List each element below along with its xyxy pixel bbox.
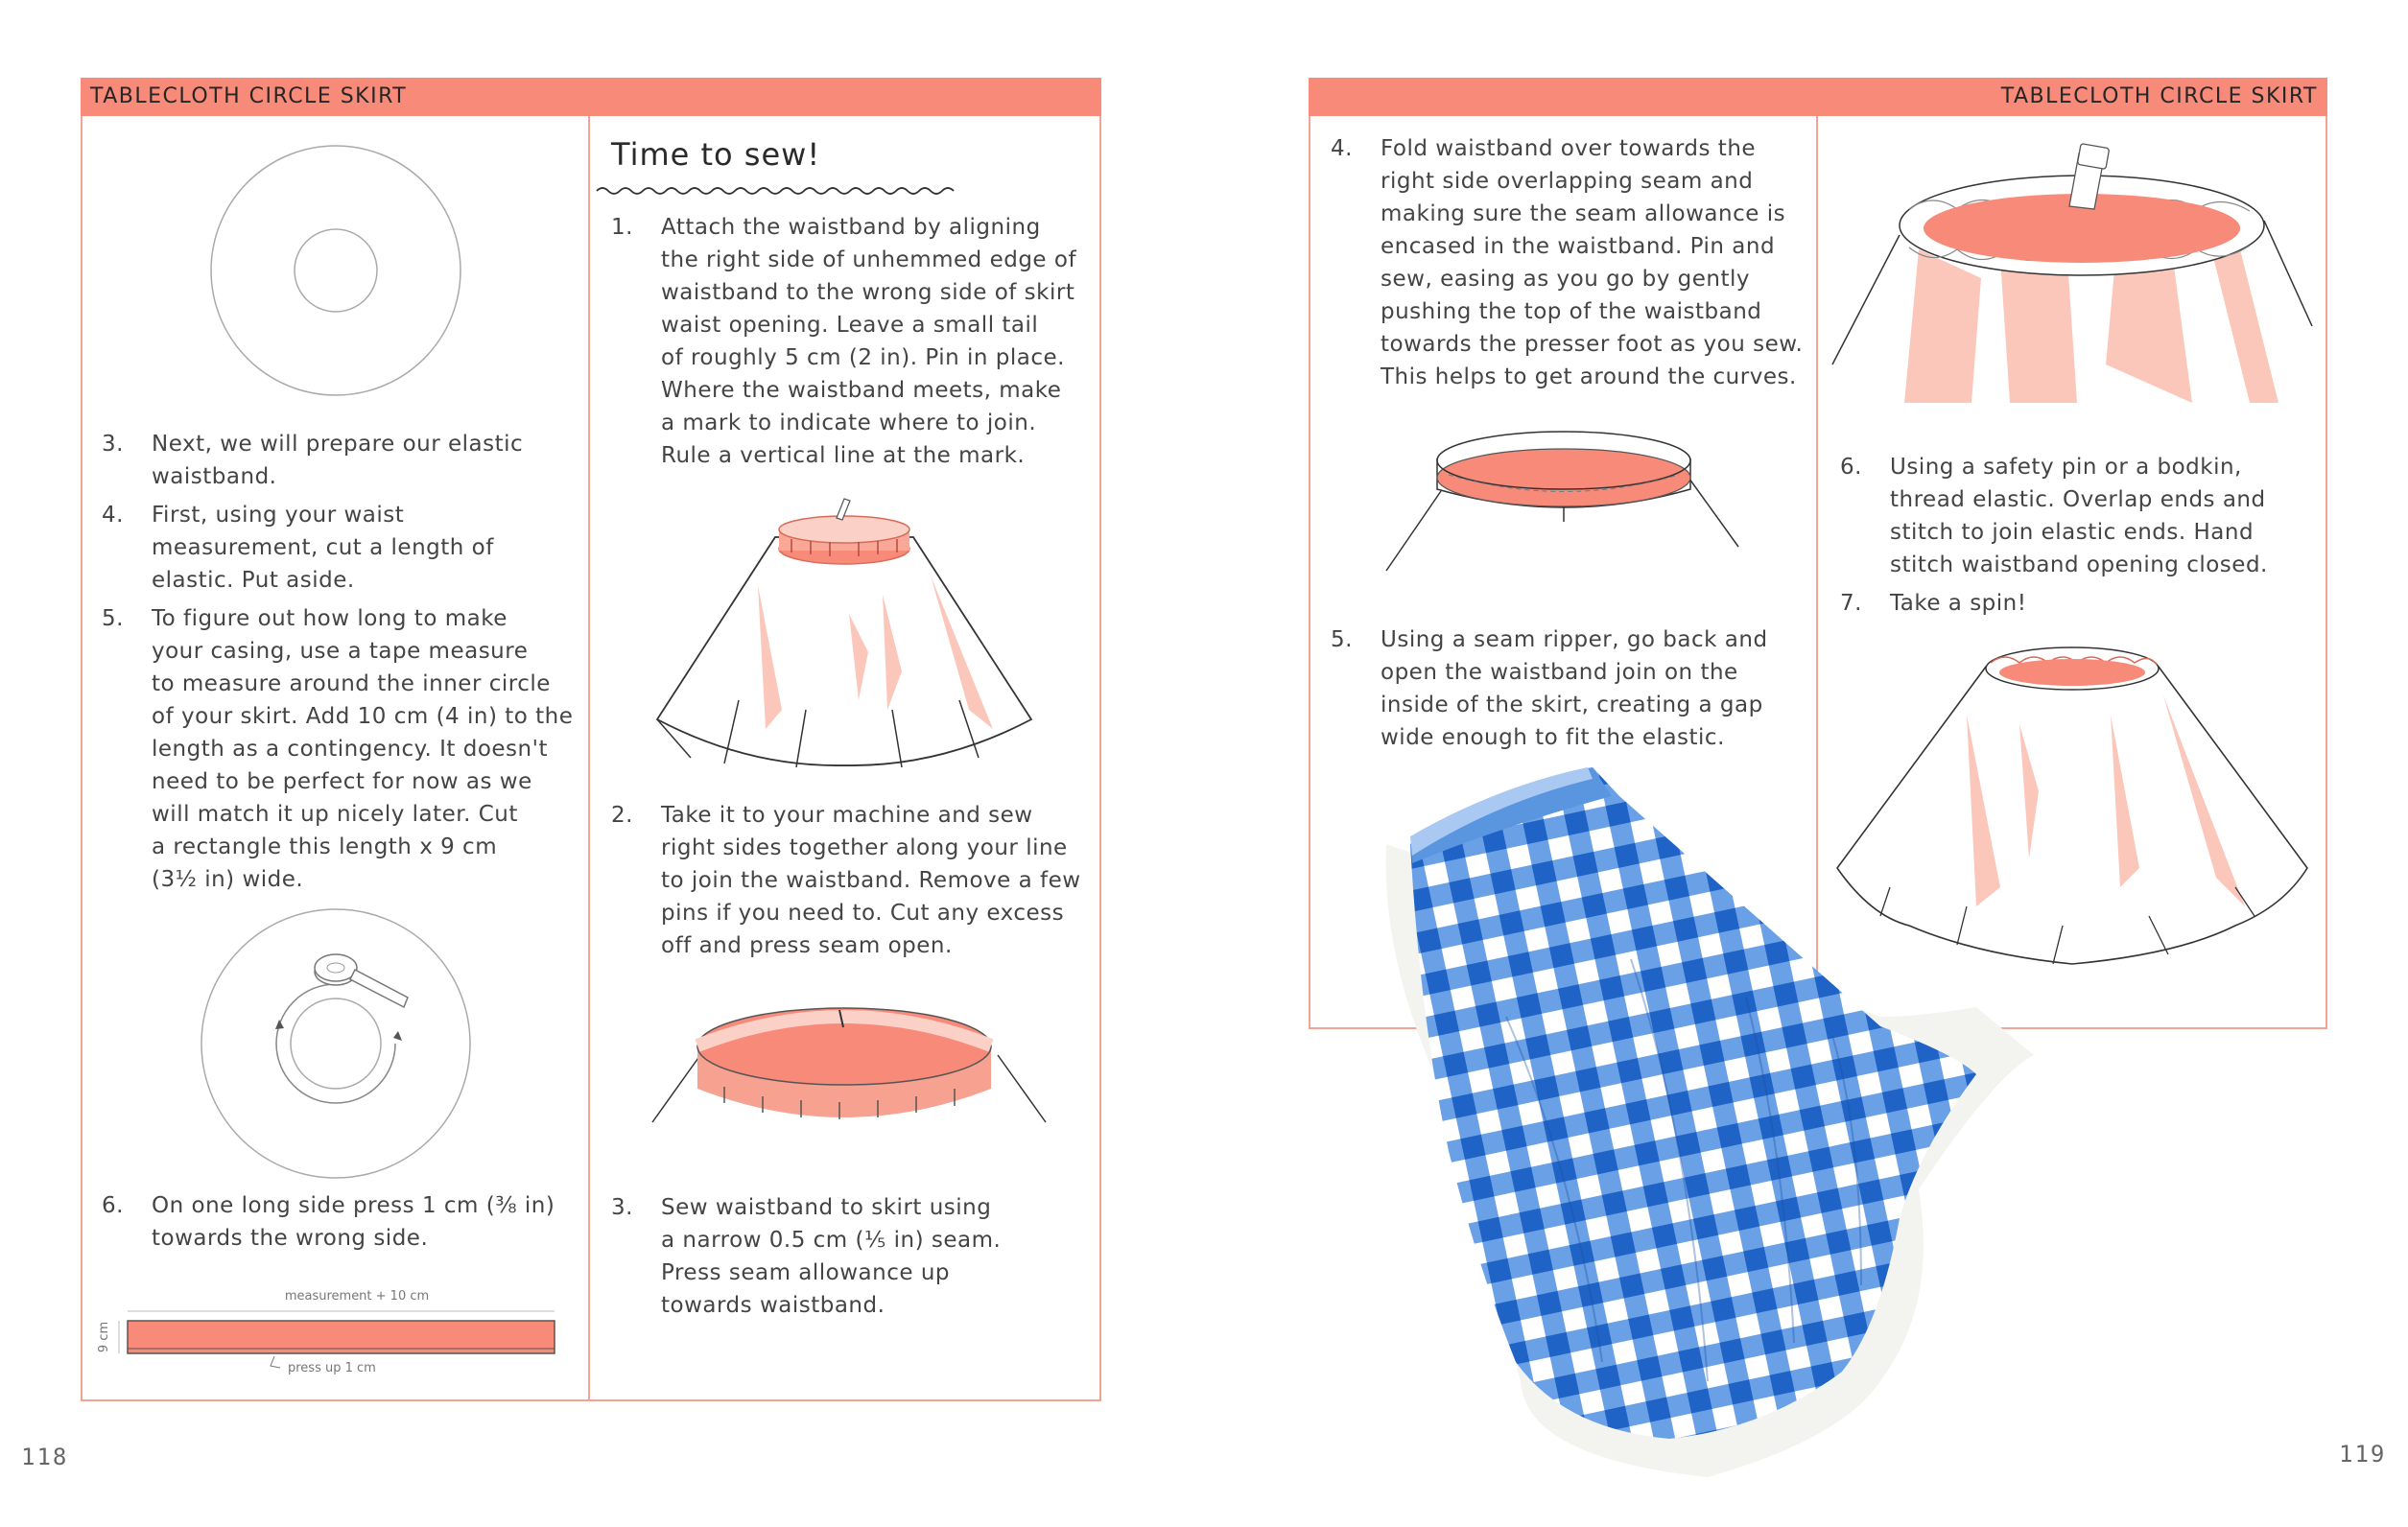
middle-step-2	[611, 799, 1091, 964]
step-line: sew, easing as you go by gently	[1381, 267, 1750, 292]
step-line: to join the waistband. Remove a few	[661, 868, 1081, 893]
left-step-6	[102, 1189, 581, 1257]
step-line: Using a seam ripper, go back and	[1381, 627, 1768, 652]
step-line: a narrow 0.5 cm (⅕ in) seam.	[661, 1228, 1002, 1253]
step-number: 5.	[1331, 627, 1353, 652]
right-page-number: 119	[2339, 1441, 2387, 1468]
step-line: wide enough to fit the elastic.	[1381, 725, 1725, 750]
wavy-underline	[595, 184, 959, 198]
skirt-pinned-waistband-illustration	[652, 480, 1036, 787]
step-line: waistband to the wrong side of skirt	[661, 280, 1075, 305]
step-line: On one long side press 1 cm (⅜ in)	[152, 1193, 555, 1218]
measurement-label: measurement + 10 cm	[284, 1289, 430, 1304]
step-number: 4.	[1331, 136, 1353, 161]
step-line: Fold waistband over towards the	[1381, 136, 1757, 161]
skirt-circle-diagram	[206, 144, 465, 403]
step-number: 3.	[611, 1195, 633, 1220]
step-line: measurement, cut a length of	[152, 535, 494, 560]
step-number: 3.	[102, 432, 124, 457]
folded-waistband-diagram	[1381, 422, 1746, 576]
step-line: stitch waistband opening closed.	[1890, 552, 2268, 577]
press-up-label: press up 1 cm	[288, 1361, 376, 1375]
left-header-title: TABLECLOTH CIRCLE SKIRT	[90, 84, 408, 108]
step-line: right sides together along your line	[661, 835, 1068, 860]
step-line: Take a spin!	[1890, 591, 2027, 616]
step-line: encased in the waistband. Pin and	[1381, 234, 1776, 259]
step-line: towards the presser foot as you sew.	[1381, 332, 1804, 357]
step-line: a rectangle this length x 9 cm	[152, 834, 498, 859]
step-number: 6.	[102, 1193, 124, 1218]
step-line: towards waistband.	[661, 1293, 885, 1318]
width-label: 9 cm	[97, 1321, 111, 1353]
step-line: will match it up nicely later. Cut	[152, 802, 518, 827]
middle-step-1	[611, 211, 1091, 475]
tape-measure-diagram	[197, 906, 475, 1185]
step-number: 5.	[102, 606, 124, 631]
step-line: Rule a vertical line at the mark.	[661, 443, 1026, 468]
right-header-title: TABLECLOTH CIRCLE SKIRT	[2000, 84, 2318, 108]
step-number: 6.	[1840, 455, 1862, 480]
step-line: towards the wrong side.	[152, 1226, 429, 1251]
right-header-band	[1309, 78, 2327, 116]
step-number: 1.	[611, 215, 633, 240]
step-line: Press seam allowance up	[661, 1260, 950, 1285]
step-line: pins if you need to. Cut any excess	[661, 901, 1065, 926]
gingham-skirt-photo	[1381, 767, 2053, 1477]
step-line: elastic. Put aside.	[152, 568, 355, 593]
step-line: (3½ in) wide.	[152, 867, 304, 892]
step-line: Take it to your machine and sew	[661, 803, 1033, 828]
left-step-5	[102, 602, 581, 900]
step-line: waist opening. Leave a small tail	[661, 313, 1039, 338]
step-line: making sure the seam allowance is	[1381, 201, 1786, 226]
left-header-band	[81, 78, 1101, 116]
step-number: 7.	[1840, 591, 1862, 616]
step-line: need to be perfect for now as we	[152, 769, 532, 794]
step-line: length as a contingency. It doesn't	[152, 737, 548, 762]
step-line: your casing, use a tape measure	[152, 639, 529, 664]
right-step-5	[1331, 623, 1810, 758]
step-number: 2.	[611, 803, 633, 828]
waistband-ring-diagram	[648, 993, 1051, 1161]
step-line: Using a safety pin or a bodkin,	[1890, 455, 2242, 480]
left-step-4	[102, 499, 572, 599]
step-line: off and press seam open.	[661, 933, 953, 958]
step-line: of roughly 5 cm (2 in). Pin in place.	[661, 345, 1065, 370]
step-line: open the waistband join on the	[1381, 660, 1738, 685]
section-heading: Time to sew!	[611, 136, 821, 173]
step-line: pushing the top of the waistband	[1381, 299, 1762, 324]
left-step-3	[102, 428, 572, 495]
step-line: to measure around the inner circle	[152, 671, 551, 696]
step-line: This helps to get around the curves.	[1381, 364, 1797, 389]
waistband-strip-diagram	[96, 1283, 566, 1379]
step-line: the right side of unhemmed edge of	[661, 247, 1077, 272]
middle-step-3	[611, 1191, 1091, 1326]
elastic-threading-illustration	[1828, 134, 2317, 422]
step-line: waistband.	[152, 464, 277, 489]
step-number: 4.	[102, 503, 124, 528]
step-line: To figure out how long to make	[152, 606, 508, 631]
step-line: right side overlapping seam and	[1381, 169, 1754, 194]
step-line: thread elastic. Overlap ends and	[1890, 487, 2266, 512]
step-line: of your skirt. Add 10 cm (4 in) to the	[152, 704, 574, 729]
right-step-7	[1840, 587, 2310, 622]
step-line: Next, we will prepare our elastic	[152, 432, 524, 457]
step-line: Sew waistband to skirt using	[661, 1195, 992, 1220]
step-line: stitch to join elastic ends. Hand	[1890, 520, 2255, 545]
left-column-divider	[588, 116, 590, 1401]
left-page-number: 118	[21, 1444, 69, 1470]
right-step-6	[1840, 451, 2310, 585]
step-line: Attach the waistband by aligning	[661, 215, 1041, 240]
right-step-4	[1331, 132, 1810, 396]
step-line: inside of the skirt, creating a gap	[1381, 693, 1763, 717]
step-line: a mark to indicate where to join.	[661, 411, 1037, 435]
step-line: Where the waistband meets, make	[661, 378, 1062, 403]
step-line: First, using your waist	[152, 503, 405, 528]
